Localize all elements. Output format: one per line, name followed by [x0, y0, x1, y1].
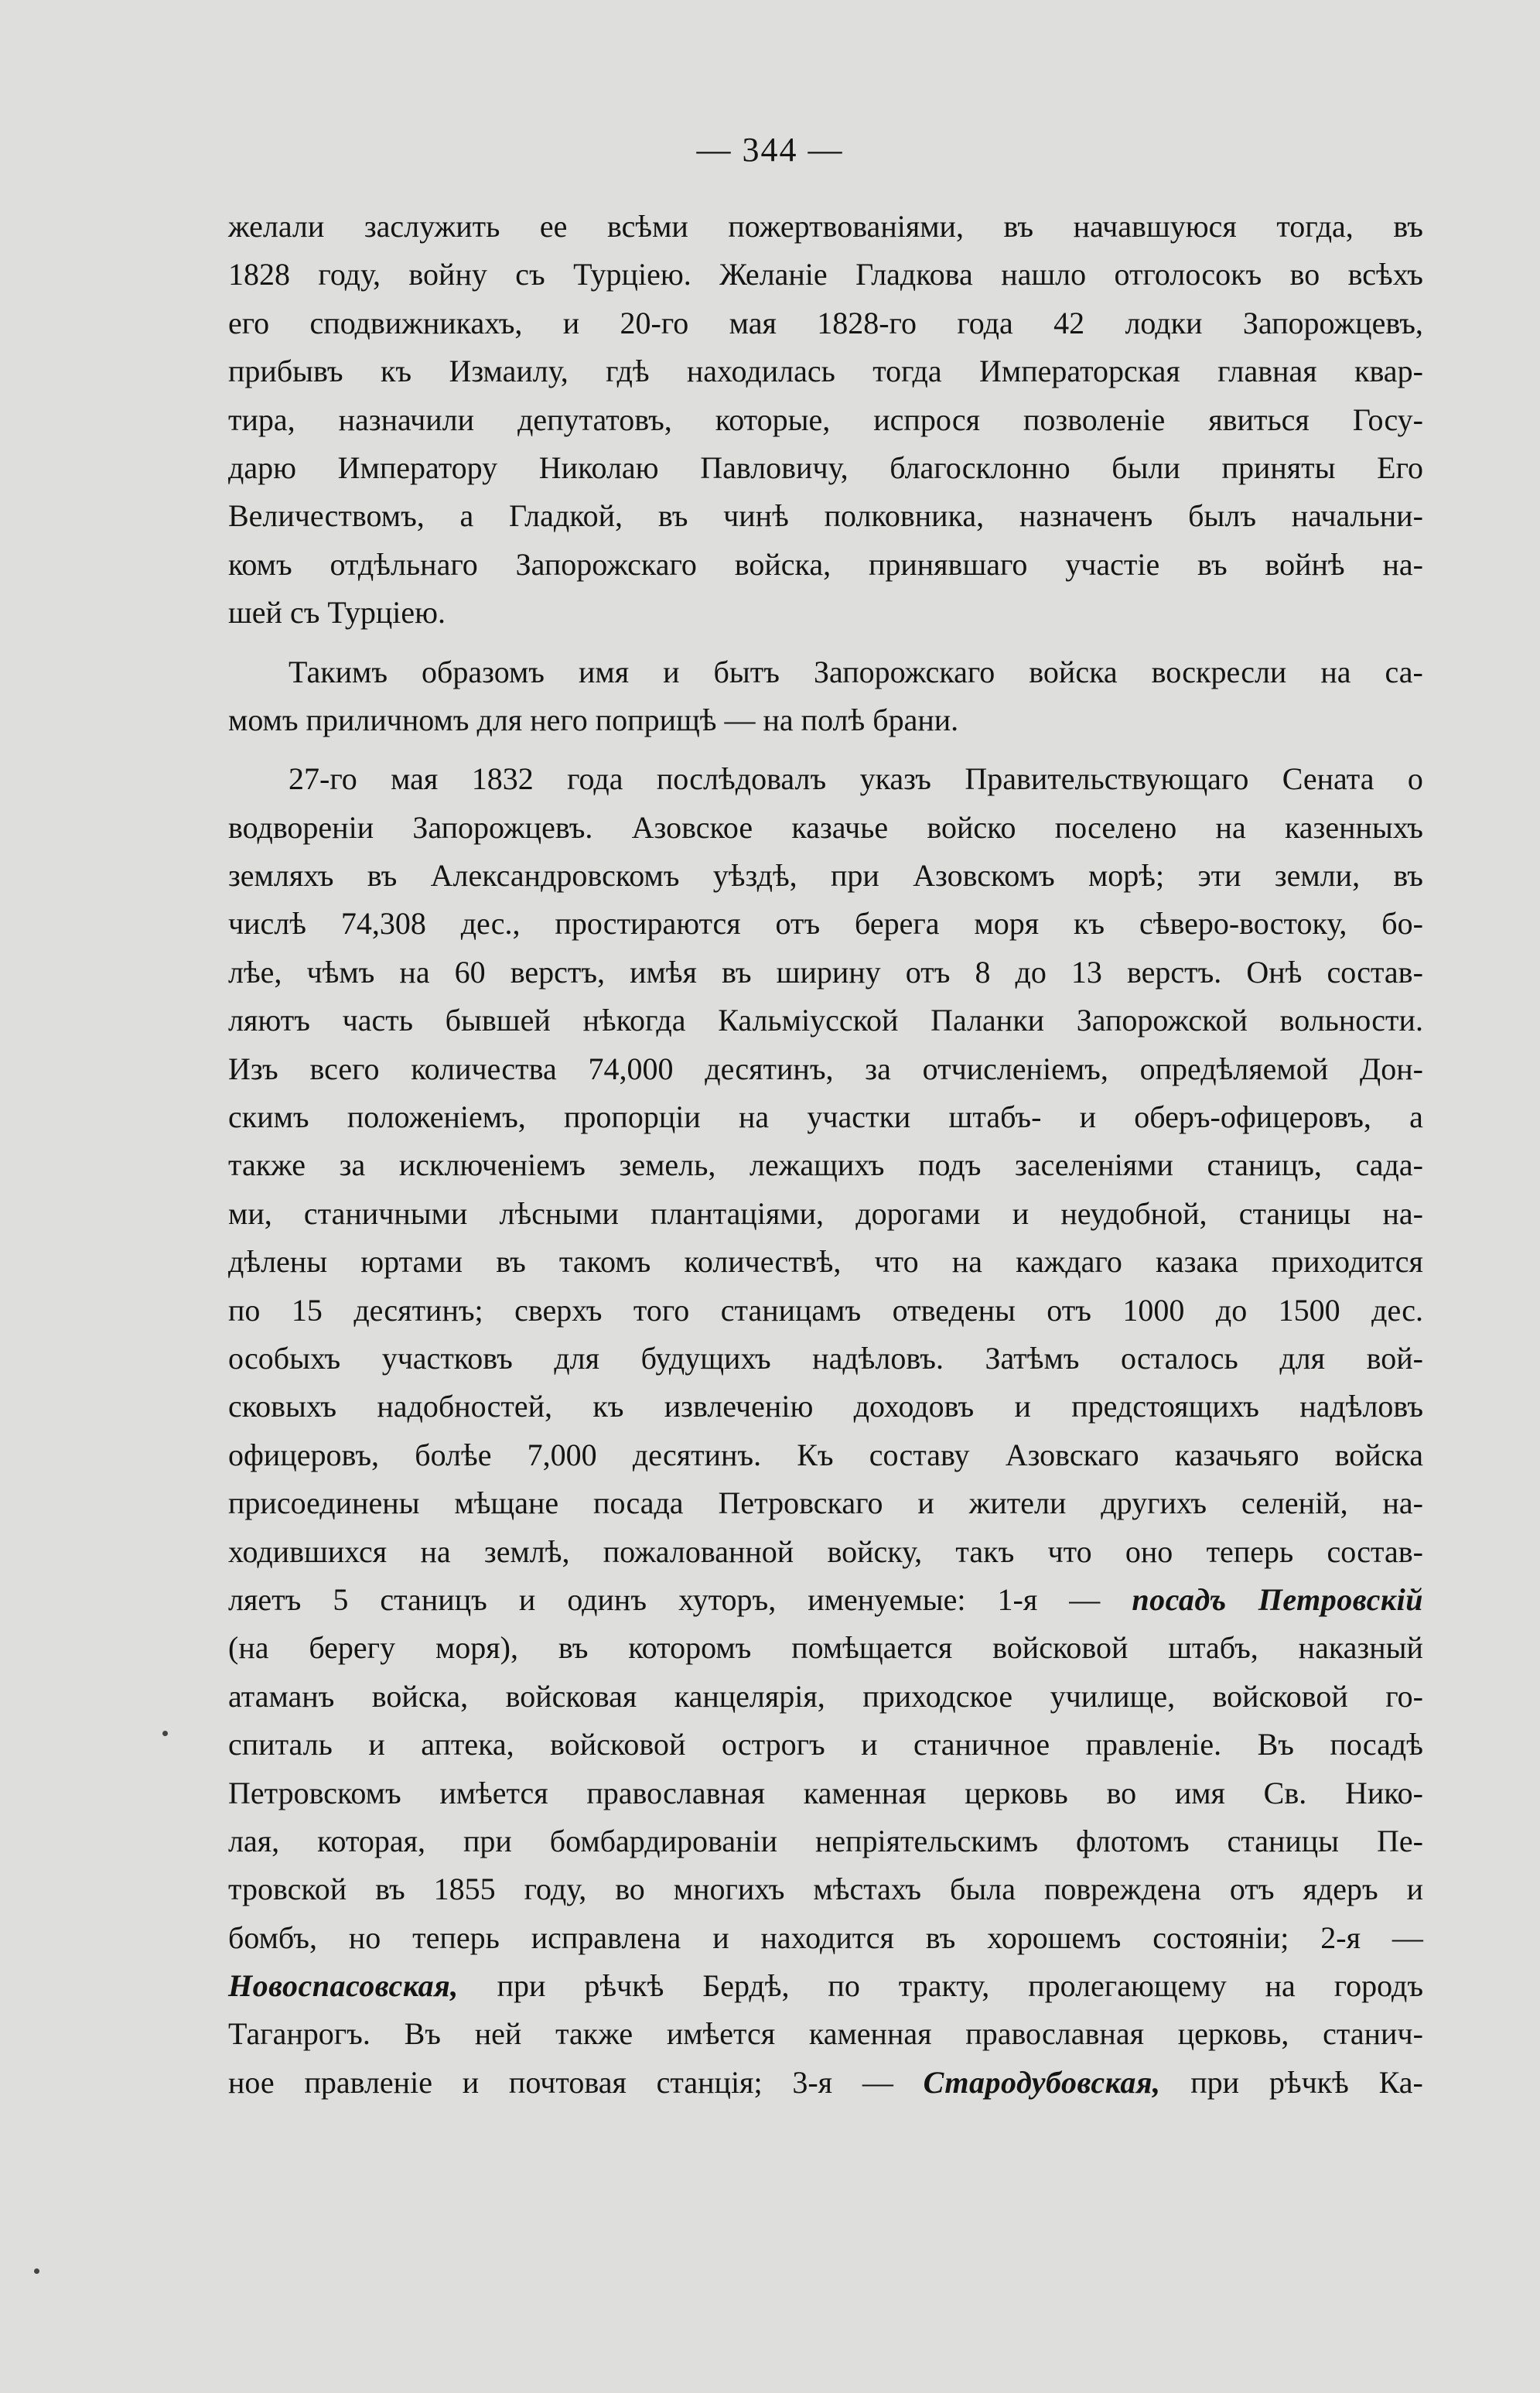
- text-line: прибывъ къ Измаилу, гдѣ находилась тогда Императорская главная квар-: [228, 354, 1423, 389]
- text-line: тира, назначили депутатовъ, которые, испрося позволеніе явиться Госу-: [228, 402, 1423, 437]
- text-line: по 15 десятинъ; сверхъ того станицамъ отведены отъ 1000 до 1500 дес.: [228, 1292, 1423, 1328]
- text-line: ляютъ часть бывшей нѣкогда Кальміусской Паланки Запорожской вольности.: [228, 1003, 1423, 1038]
- text-line: тровской въ 1855 году, во многихъ мѣстахъ была повреждена отъ ядеръ и: [228, 1872, 1423, 1907]
- text-line: Таганрогъ. Въ ней также имѣется каменная православная церковь, станич-: [228, 2016, 1423, 2052]
- text-line: лѣе, чѣмъ на 60 верстъ, имѣя въ ширину отъ 8 до 13 верстъ. Онѣ состав-: [228, 954, 1423, 990]
- text-line: присоединены мѣщане посада Петровскаго и жители другихъ селеній, на-: [228, 1485, 1423, 1521]
- text-line: офицеровъ, болѣе 7,000 десятинъ. Къ составу Азовскаго казачьяго войска: [228, 1437, 1423, 1472]
- page-number: — 344 —: [696, 131, 844, 169]
- text-line: лая, которая, при бомбардированіи непріятельскимъ флотомъ станицы Пе-: [228, 1823, 1423, 1858]
- text-line: спиталь и аптека, войсковой острогъ и станичное правленіе. Въ посадѣ: [228, 1727, 1423, 1762]
- text-line: Изъ всего количества 74,000 десятинъ, за отчисленіемъ, опредѣляемой Дон-: [228, 1051, 1423, 1086]
- text-line: Новоспасовская, при рѣчкѣ Бердѣ, по тракту, пролегающему на городъ: [228, 1968, 1423, 2004]
- text-line: особыхъ участковъ для будущихъ надѣловъ. Затѣмъ осталось для вой-: [228, 1340, 1423, 1376]
- text-line: ходившихся на землѣ, пожалованной войску, такъ что оно теперь состав-: [228, 1533, 1423, 1569]
- text-line: земляхъ въ Александровскомъ уѣздѣ, при Азовскомъ морѣ; эти земли, въ: [228, 858, 1423, 894]
- text-line: его сподвижникахъ, и 20-го мая 1828-го года 42 лодки Запорожцевъ,: [228, 305, 1423, 340]
- text-line: момъ приличномъ для него поприщѣ — на полѣ брани.: [228, 702, 959, 737]
- paragraph-gap: [228, 638, 1423, 648]
- text-line: скимъ положеніемъ, пропорціи на участки штабъ- и оберъ-офицеровъ, а: [228, 1099, 1423, 1135]
- text-line: числѣ 74,308 дес., простираются отъ берега моря къ сѣверо-востоку, бо-: [228, 906, 1423, 942]
- text-line: бомбъ, но теперь исправлена и находится въ хорошемъ состояніи; 2-я —: [228, 1920, 1423, 1955]
- text-line: желали заслужить ее всѣми пожертвованіями, въ начавшуюся тогда, въ: [228, 209, 1423, 244]
- text-line: дарю Императору Николаю Павловичу, благосклонно были приняты Его: [228, 450, 1423, 485]
- body-text: [228, 203, 1423, 2107]
- text-line: 1828 году, войну съ Турціею. Желаніе Гладкова нашло отголосокъ во всѣхъ: [228, 257, 1423, 292]
- paragraph-gap: [228, 744, 1423, 755]
- text-line: 27-го мая 1832 года послѣдовалъ указъ Правительствующаго Сената о: [289, 761, 1423, 797]
- text-line: сковыхъ надобностей, къ извлеченію доходовъ и предстоящихъ надѣловъ: [228, 1389, 1423, 1424]
- text-line: атаманъ войска, войсковая канцелярія, приходское училище, войсковой го-: [228, 1678, 1423, 1714]
- text-line: водвореніи Запорожцевъ. Азовское казачье войско поселено на казенныхъ: [228, 809, 1423, 845]
- text-line: Величествомъ, а Гладкой, въ чинѣ полковника, назначенъ былъ начальни-: [228, 498, 1423, 534]
- scan-speck: [162, 1731, 168, 1736]
- text-line: Такимъ образомъ имя и бытъ Запорожскаго войска воскресли на са-: [289, 654, 1423, 689]
- text-line: ляетъ 5 станицъ и одинъ хуторъ, именуемые: 1-я — посадъ Петровскій: [228, 1581, 1423, 1617]
- text-line: Петровскомъ имѣется православная каменная церковь во имя Св. Нико-: [228, 1775, 1423, 1810]
- scan-speck: [34, 2268, 39, 2274]
- text-line: дѣлены юртами въ такомъ количествѣ, что на каждаго казака приходится: [228, 1244, 1423, 1280]
- text-line: шей съ Турціею.: [228, 595, 446, 631]
- text-line: комъ отдѣльнаго Запорожскаго войска, принявшаго участіе въ войнѣ на-: [228, 546, 1423, 582]
- text-line: (на берегу моря), въ которомъ помѣщается войсковой штабъ, наказный: [228, 1630, 1423, 1666]
- text-line: также за исключеніемъ земель, лежащихъ подъ заселеніями станицъ, сада-: [228, 1147, 1423, 1183]
- text-line: ми, станичными лѣсными плантаціями, дорогами и неудобной, станицы на-: [228, 1195, 1423, 1231]
- text-line: ное правленіе и почтовая станція; 3-я — Стародубовская, при рѣчкѣ Ка-: [228, 2064, 1423, 2100]
